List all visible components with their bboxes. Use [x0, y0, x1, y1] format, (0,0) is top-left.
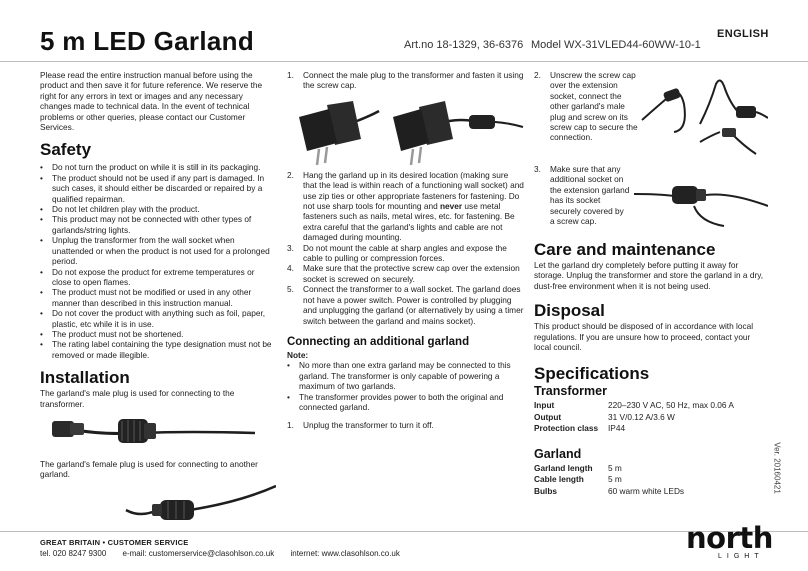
footer-website: internet: www.clasohlson.co.uk [290, 549, 400, 558]
cable [140, 432, 255, 433]
female-plug-text: The garland's female plug is used for connecting to another garland. [40, 458, 258, 480]
footer-phone: tel. 020 8247 9300 [40, 549, 107, 558]
screw-cap [672, 186, 698, 204]
header [0, 0, 808, 62]
footer-contact [40, 549, 414, 558]
prong [325, 147, 327, 163]
safety-item: • This product may not be connected with other types of garlands/string lights. [40, 214, 276, 235]
model-number: Model WX-31VLED44-60WW-10-1 [531, 39, 701, 51]
additional-step: 1. Unplug the transformer to turn it off. [287, 420, 434, 431]
note-item: • The transformer provides power to both the original and connected garland. [287, 392, 524, 413]
socket-body [160, 500, 194, 520]
spec-row: Input 220–230 V AC, 50 Hz, max 0.06 A [534, 400, 734, 411]
installation-steps-a [287, 70, 524, 91]
prong [317, 149, 319, 165]
safety-item: • The product must not be modified or used in any other manner than described in this instruction manual. [40, 287, 276, 308]
version-label: Ver. 20160421 [772, 442, 782, 494]
installation-step: 3. Do not mount the cable at sharp angles and expose the cable to pulling or compression forces. [287, 242, 507, 264]
male-plug [722, 128, 736, 137]
spec-row: Cable length 5 m [534, 474, 622, 485]
prong [419, 147, 421, 163]
prong [411, 149, 413, 165]
safety-item: • Do not let children play with the product. [40, 204, 276, 214]
safety-item: • The rating label containing the type designation must not be removed or made illegible. [40, 339, 276, 360]
safety-list [40, 162, 276, 360]
cable [190, 486, 276, 510]
safety-item: • Do not turn the product on while it is still in its packaging. [40, 162, 276, 172]
step-2-block [534, 70, 768, 164]
page-title: 5 m LED Garland [40, 26, 254, 56]
intro-text: Please read the entire instruction manual before using the product and then save it for future reference. We reserve the right for any errors in text or images and any necessary changes made to technical data. In the event of technical problems or other queries, please contact our Customer Services. [40, 70, 263, 133]
connection-illustration [640, 74, 768, 156]
specifications-heading: Specifications [534, 364, 650, 384]
spec-row: Garland length 5 m [534, 462, 622, 473]
footer-email: e-mail: customerservice@clasohlson.co.uk [122, 549, 275, 558]
footer-title: GREAT BRITAIN • CUSTOMER SERVICE [40, 538, 189, 547]
screw-cap [469, 115, 495, 129]
plug-sleeve [144, 423, 156, 439]
additional-steps-b [534, 70, 640, 143]
north-light-logo [686, 521, 773, 561]
column-right [534, 70, 768, 497]
screw-cap [663, 88, 681, 103]
installation-step: 1. Connect the male plug to the transformer and fasten it using the screw cap. [287, 70, 524, 91]
safety-item: • Unplug the transformer from the wall socket when unattended or when the product is not used for a prolonged period. [40, 235, 276, 266]
female-plug-illustration [40, 480, 276, 526]
additional-step: 3. Make sure that any additional socket on the extension garland has its socket securely covered by a screw cap. [534, 164, 630, 227]
installation-step: 4. Make sure that the protective screw cap over the extension socket is screwed on securely. [287, 263, 520, 284]
article-number: Art.no 18-1329, 36-6376 [404, 39, 524, 51]
safety-heading: Safety [40, 140, 92, 160]
male-plug-text: The garland's male plug is used for connecting to the transformer. [40, 388, 235, 409]
transformer-heading: Transformer [534, 384, 607, 399]
installation-step: 2. Hang the garland up in its desired location (making sure that the lead is within reach of a functioning wall socket) and use zip ties or other appropriate fasteners for fastening. Do not use sharp tools for mounting and never use metal fasteners such as nails, metal wires, etc. for fastening. Be extra careful that the garland's lights and cable are not damaged during mounting. [287, 169, 524, 243]
garland-heading: Garland [534, 446, 582, 461]
additional-step: 2. Unscrew the screw cap over the extension socket, connect the other garland's male plug and screw on its screw cap to secure the connection. [534, 70, 638, 143]
language-label: ENGLISH [717, 28, 769, 40]
transformer-specs [534, 400, 734, 435]
care-text: Let the garland dry completely before putting it away for storage. Unplug the transformer and store the garland in a dry, dust-free environment when it is not being used. [534, 260, 764, 291]
note-item: • No more than one extra garland may be connected to this garland. The transformer is only capable of powering a maximum of two garlands. [287, 360, 524, 391]
disposal-heading: Disposal [534, 301, 605, 321]
installation-heading: Installation [40, 368, 130, 388]
note-label: Note: [287, 349, 309, 360]
additional-garland-heading: Connecting an additional garland [287, 335, 470, 348]
installation-steps-b [287, 170, 524, 326]
socket-cap-illustration [634, 166, 768, 232]
installation-step: 5. Connect the transformer to a wall socket. The garland does not have a power switch. Power is controlled by plugging and unplugging the garland (or alternatively by using a timer switch between the garland and mains socket). [287, 284, 524, 326]
disposal-text: This product should be disposed of in accordance with local regulations. If you are unsure how to proceed, contact your local council. [534, 321, 754, 353]
plug-neck [70, 423, 84, 435]
safety-item: • The product should not be used if any part is damaged. In such cases, it should either be discarded or repaired by a qualified repairman. [40, 173, 276, 204]
column-left [40, 70, 276, 526]
garland-specs [534, 463, 684, 498]
male-plug-illustration [40, 409, 276, 455]
spec-row: Output 31 V/0.12 A/3.6 W [534, 411, 675, 422]
safety-item: • Do not cover the product with anything such as foil, paper, plastic, etc while it is in use. [40, 308, 276, 329]
additional-steps-a [287, 420, 524, 430]
spec-row: Protection class IP44 [534, 423, 626, 434]
header-divider [0, 61, 808, 62]
safety-item: • Do not expose the product for extreme temperatures or close to open flames. [40, 267, 276, 288]
spec-row: Bulbs 60 warm white LEDs [534, 485, 685, 496]
logo-wordmark: north [686, 521, 773, 555]
care-heading: Care and maintenance [534, 240, 716, 259]
step-3-block [534, 164, 768, 238]
logo-subtitle: LIGHT [718, 553, 764, 560]
column-middle [287, 70, 524, 431]
transformer-illustration [287, 91, 524, 167]
notes-list [287, 360, 524, 412]
socket-body [736, 106, 756, 118]
additional-steps-c [534, 164, 630, 226]
safety-item: • The product must not be shortened. [40, 329, 276, 339]
